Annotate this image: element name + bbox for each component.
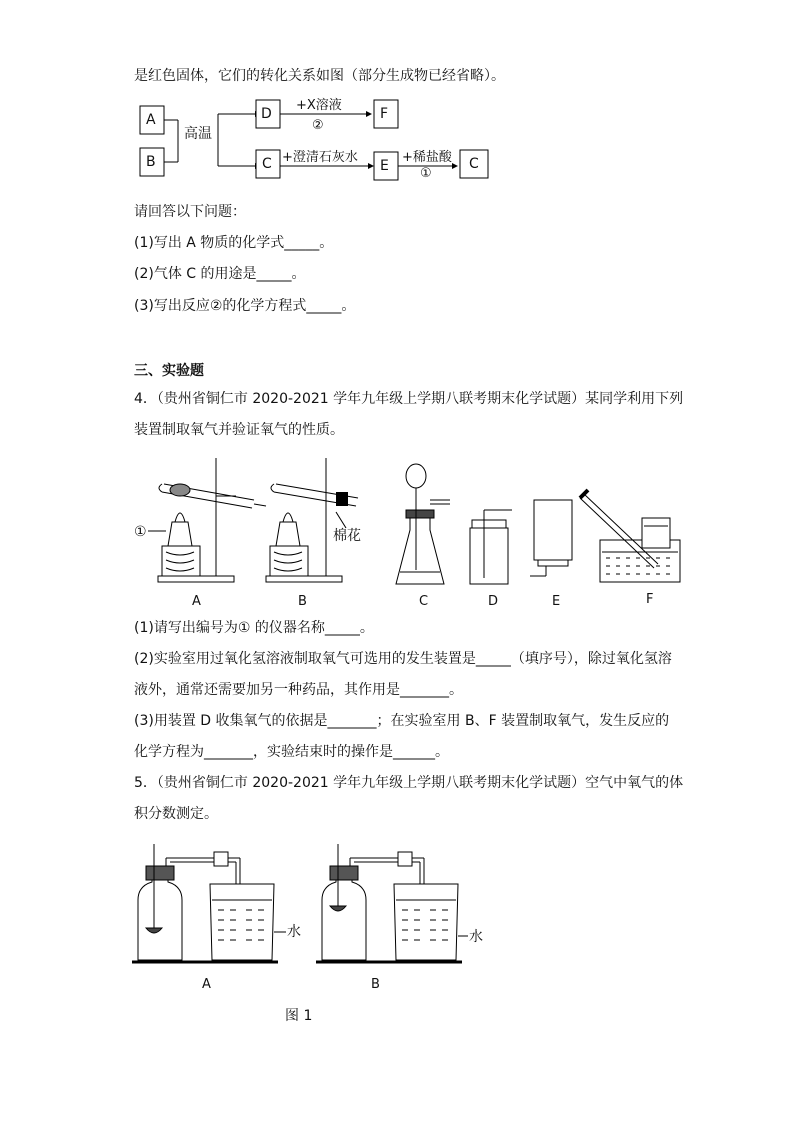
- q3-prompt: 请回答以下问题：: [134, 204, 246, 220]
- q4-line-2: 装置制取氧气并验证氧气的性质。: [134, 422, 344, 438]
- water-label-b: 水: [469, 929, 483, 945]
- arrow-ec-label: +稀盐酸: [402, 150, 452, 165]
- arrow-df-num: ②: [312, 118, 324, 133]
- box-f-label: F: [380, 106, 389, 122]
- q4-item-2b: 液外，通常还需要加另一种药品，其作用是_______。: [134, 682, 463, 698]
- box-d-label: D: [261, 106, 272, 122]
- cotton-label: 棉花: [333, 528, 361, 544]
- q4-line-1: 4．（贵州省铜仁市 2020-2021 学年九年级上学期八联考期末化学试题）某同学利用下列: [134, 391, 684, 407]
- section-title: 三、实验题: [134, 363, 204, 379]
- instrument-marker: ①: [134, 524, 147, 540]
- q3-item-1: (1)写出 A 物质的化学式_____。: [134, 235, 334, 251]
- label-c: C: [419, 594, 429, 609]
- box-c2-label: C: [469, 156, 479, 172]
- condition-label: 高温: [184, 126, 212, 142]
- water-label-a: 水: [287, 924, 301, 940]
- box-c-label: C: [262, 156, 272, 172]
- apparatus-5a: [132, 844, 286, 962]
- label-f: F: [646, 592, 654, 607]
- label-b: B: [298, 594, 307, 609]
- box-b-label: B: [146, 154, 156, 170]
- q4-item-3b: 化学方程为_______，实验结束时的操作是______。: [134, 744, 449, 760]
- q4-item-3: (3)用装置 D 收集氧气的依据是_______；在实验室用 B、F 装置制取氧气，发生反应的: [134, 713, 670, 729]
- label-a: A: [192, 594, 201, 609]
- q4-item-1: (1)请写出编号为① 的仪器名称_____。: [134, 620, 374, 636]
- q5-line-1: 5．（贵州省铜仁市 2020-2021 学年九年级上学期八联考期末化学试题）空气中氧气的体: [134, 775, 684, 791]
- intro-line: 是红色固体，它们的转化关系如图（部分生成物已经省略）。: [134, 68, 505, 84]
- box-a-label: A: [146, 112, 156, 128]
- q5-label-b: B: [371, 977, 380, 992]
- arrow-ec-num: ①: [420, 166, 432, 181]
- q5-label-a: A: [202, 977, 211, 992]
- apparatus-5b: [316, 844, 468, 962]
- box-e-label: E: [380, 158, 389, 174]
- label-e: E: [552, 594, 561, 609]
- label-d: D: [488, 594, 499, 609]
- q3-item-3: (3)写出反应②的化学方程式_____。: [134, 298, 356, 314]
- q4-item-2: (2)实验室用过氧化氢溶液制取氧气可选用的发生装置是_____（填序号），除过氧化氢溶: [134, 651, 672, 667]
- figure-caption: 图 1: [285, 1008, 313, 1024]
- arrow-df-label: +X溶液: [296, 98, 342, 113]
- arrow-ce-label: +澄清石灰水: [282, 150, 358, 165]
- q5-line-2: 积分数测定。: [134, 806, 218, 822]
- q3-item-2: (2)气体 C 的用途是_____。: [134, 266, 306, 282]
